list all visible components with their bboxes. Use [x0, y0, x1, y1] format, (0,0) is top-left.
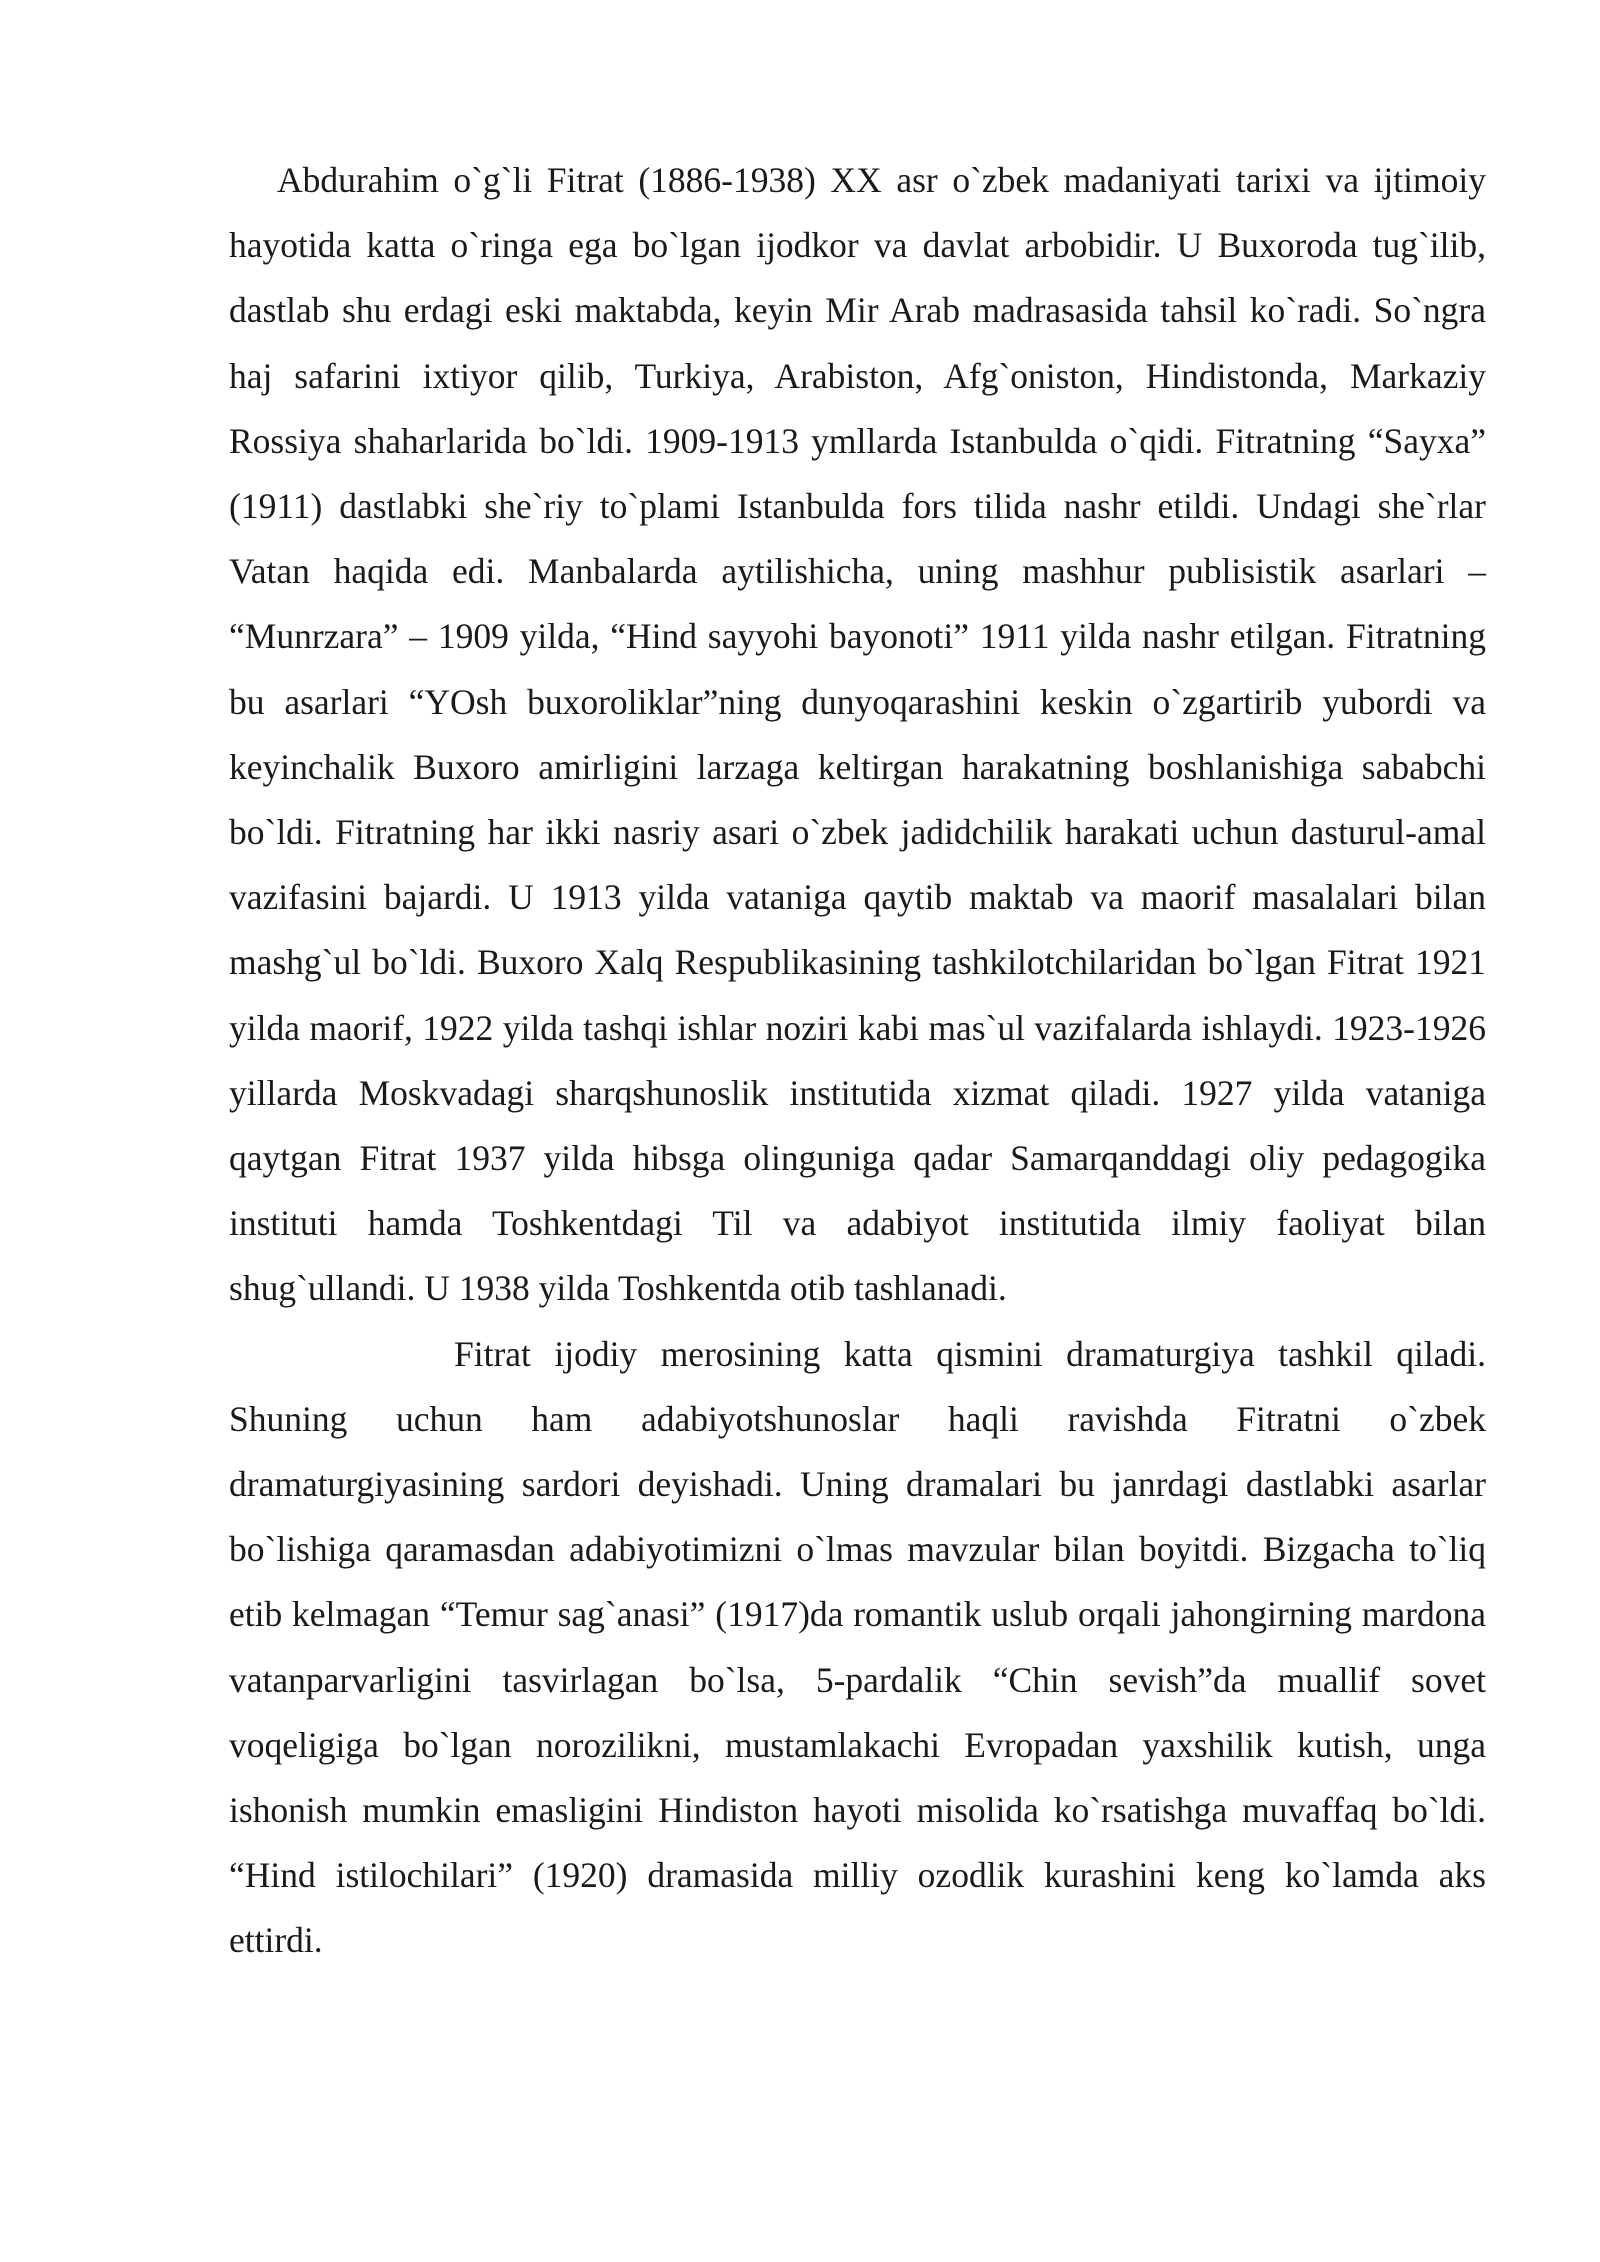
paragraph-biography: Abdurahim o`g`li Fitrat (1886-1938) XX asr o`zbek madaniyati tarixi va ijtimoiy hayotida katta o`ringa ega bo`lgan ijodkor va davlat arbobidir. U Buxoroda tug`ilib, dastlab shu erdagi eski maktabda, keyin Mir Arab madrasasida tahsil ko`radi. So`ngra haj safarini ixtiyor qilib, Turkiya, Arabiston, Afg`oniston, Hindistonda, Markaziy Rossiya shaharlarida bo`ldi. 1909-1913 ymllarda Istanbulda o`qidi. Fitratning “Sayxa” (1911) dastlabki she`riy to`plami Istanbulda fors tilida nashr etildi. Undagi she`rlar Vatan haqida edi. Manbalarda aytilishicha, uning mashhur publisistik asarlari – “Munrzara” – 1909 yilda, “Hind sayyohi bayonoti” 1911 yilda nashr etilgan. Fitratning bu asarlari “YOsh buxoroliklar”ning dunyoqarashini keskin o`zgartirib yubordi va keyinchalik Buxoro amirligini larzaga keltirgan harakatning boshlanishiga sababchi bo`ldi. Fitratning har ikki nasriy asari o`zbek jadidchilik harakati uchun dasturul-amal vazifasini bajardi. U 1913 yilda vataniga qaytib maktab va maorif masalalari bilan mashg`ul bo`ldi. Buxoro Xalq Respublikasining tashkilotchilaridan bo`lgan Fitrat 1921 yilda maorif, 1922 yilda tashqi ishlar noziri kabi mas`ul vazifalarda ishlaydi. 1923-1926 yillarda Moskvadagi sharqshunoslik institutida xizmat qiladi. 1927 yilda vataniga qaytgan Fitrat 1937 yilda hibsga olinguniga qadar Samarqanddagi oliy pedagogika instituti hamda Toshkentdagi Til va adabiyot institutida ilmiy faoliyat bilan shug`ullandi. U 1938 yilda Toshkentda otib tashlanadi. — [229, 160, 1486, 1309]
paragraph-dramaturgy: Fitrat ijodiy merosining katta qismini dramaturgiya tashkil qiladi. Shuning uchun ham adabiyotshunoslar haqli ravishda Fitratni o`zbek dramaturgiyasining sardori deyishadi. Uning dramalari bu janrdagi dastlabki asarlar bo`lishiga qaramasdan adabiyotimizni o`lmas mavzular bilan boyitdi. Bizgacha to`liq etib kelmagan “Temur sag`anasi” (1917)da romantik uslub orqali jahongirning mardona vatanparvarligini tasvirlagan bo`lsa, 5-pardalik “Chin sevish”da muallif sovet voqeligiga bo`lgan norozilikni, mustamlakachi Evropadan yaxshilik kutish, unga ishonish mumkin emasligini Hindiston hayoti misolida ko`rsatishga muvaffaq bo`ldi. “Hind istilochilari” (1920) dramasida milliy ozodlik kurashini keng ko`lamda aks ettirdi. — [229, 1333, 1486, 1961]
body-text — [229, 148, 1486, 1974]
